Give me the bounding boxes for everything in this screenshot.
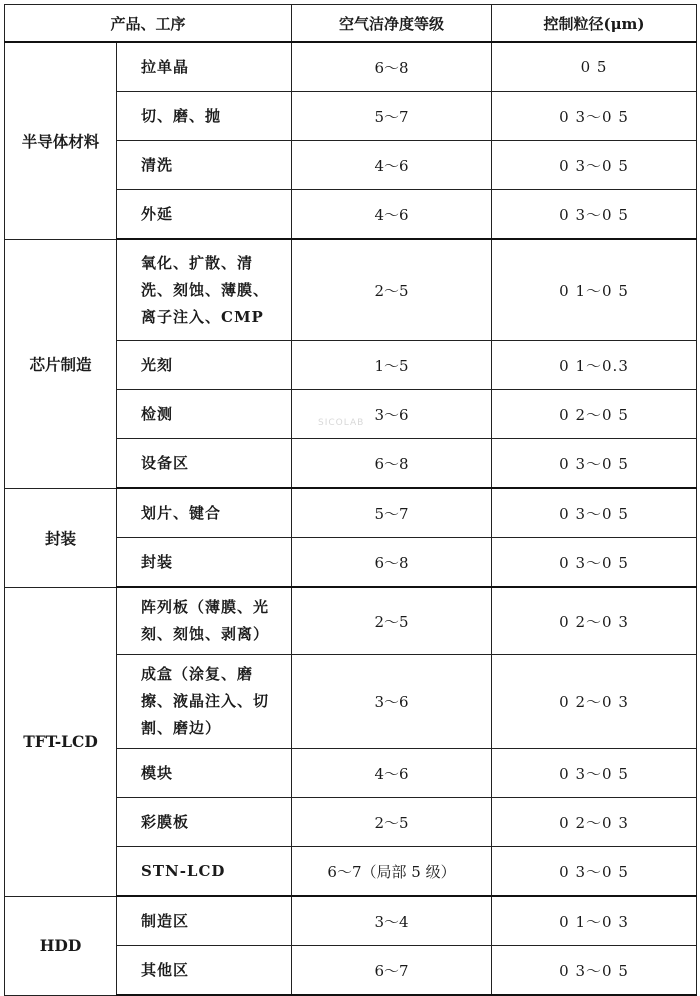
cleanliness-class-cell: 6～7 [292, 946, 492, 996]
particle-size-cell: 0 3～0 5 [492, 439, 697, 489]
product-group-cell: 封装 [5, 488, 117, 587]
table-row [5, 488, 697, 538]
header-control-particle-size: 控制粒径(μm) [492, 5, 697, 43]
particle-size-cell: 0 1～0 5 [492, 239, 697, 341]
particle-size-cell: 0 2～0 5 [492, 390, 697, 439]
process-cell: 成盒（涂复、磨擦、液晶注入、切割、磨边） [117, 655, 292, 749]
process-cell: 其他区 [117, 946, 292, 996]
process-cell: 阵列板（薄膜、光刻、刻蚀、剥离） [117, 587, 292, 655]
particle-size-cell: 0 3～0 5 [492, 749, 697, 798]
process-cell: 氧化、扩散、清洗、刻蚀、薄膜、离子注入、CMP [117, 239, 292, 341]
product-group-cell: TFT-LCD [5, 587, 117, 896]
particle-size-cell: 0 3～0 5 [492, 488, 697, 538]
process-cell: 划片、键合 [117, 488, 292, 538]
particle-size-cell: 0 3～0 5 [492, 190, 697, 240]
process-cell: 模块 [117, 749, 292, 798]
particle-size-cell: 0 1～0 3 [492, 896, 697, 946]
particle-size-cell: 0 5 [492, 42, 697, 92]
table-row [5, 42, 697, 92]
cleanroom-standards-table-container [4, 4, 697, 996]
process-cell: 封装 [117, 538, 292, 588]
process-cell: 外延 [117, 190, 292, 240]
product-group-cell: HDD [5, 896, 117, 995]
table-row [5, 239, 697, 341]
particle-size-cell: 0 2～0 3 [492, 655, 697, 749]
particle-size-cell: 0 3～0 5 [492, 538, 697, 588]
particle-size-cell: 0 3～0 5 [492, 946, 697, 996]
cleanliness-class-cell: 2～5 [292, 798, 492, 847]
cleanliness-class-cell: 6～7（局部 5 级） [292, 847, 492, 897]
watermark: SICOLAB [318, 418, 365, 428]
cleanliness-class-cell: 5～7 [292, 488, 492, 538]
process-cell: 设备区 [117, 439, 292, 489]
cleanliness-class-cell: 3～6 [292, 390, 492, 439]
process-cell: 切、磨、抛 [117, 92, 292, 141]
cleanliness-class-cell: 3～4 [292, 896, 492, 946]
table-row [5, 587, 697, 655]
cleanliness-class-cell: 1～5 [292, 341, 492, 390]
header-product-process: 产品、工序 [5, 5, 292, 43]
particle-size-cell: 0 3～0 5 [492, 92, 697, 141]
process-cell: 检测 [117, 390, 292, 439]
process-cell: 清洗 [117, 141, 292, 190]
table-header [5, 5, 697, 43]
table-row [5, 896, 697, 946]
process-cell: 制造区 [117, 896, 292, 946]
cleanroom-standards-table [4, 4, 697, 996]
cleanliness-class-cell: 6～8 [292, 538, 492, 588]
header-row [5, 5, 697, 43]
process-cell: 拉单晶 [117, 42, 292, 92]
particle-size-cell: 0 1～0.3 [492, 341, 697, 390]
cleanliness-class-cell: 6～8 [292, 42, 492, 92]
cleanliness-class-cell: 2～5 [292, 239, 492, 341]
cleanliness-class-cell: 6～8 [292, 439, 492, 489]
process-cell: 彩膜板 [117, 798, 292, 847]
particle-size-cell: 0 2～0 3 [492, 798, 697, 847]
cleanliness-class-cell: 2～5 [292, 587, 492, 655]
product-group-cell: 芯片制造 [5, 239, 117, 488]
particle-size-cell: 0 3～0 5 [492, 141, 697, 190]
particle-size-cell: 0 2～0 3 [492, 587, 697, 655]
process-cell: 光刻 [117, 341, 292, 390]
cleanliness-class-cell: 4～6 [292, 190, 492, 240]
process-cell: STN-LCD [117, 847, 292, 897]
particle-size-cell: 0 3～0 5 [492, 847, 697, 897]
product-group-cell: 半导体材料 [5, 42, 117, 239]
table-body [5, 42, 697, 995]
cleanliness-class-cell: 4～6 [292, 749, 492, 798]
cleanliness-class-cell: 4～6 [292, 141, 492, 190]
cleanliness-class-cell: 5～7 [292, 92, 492, 141]
cleanliness-class-cell: 3～6 [292, 655, 492, 749]
header-cleanliness-class: 空气洁净度等级 [292, 5, 492, 43]
